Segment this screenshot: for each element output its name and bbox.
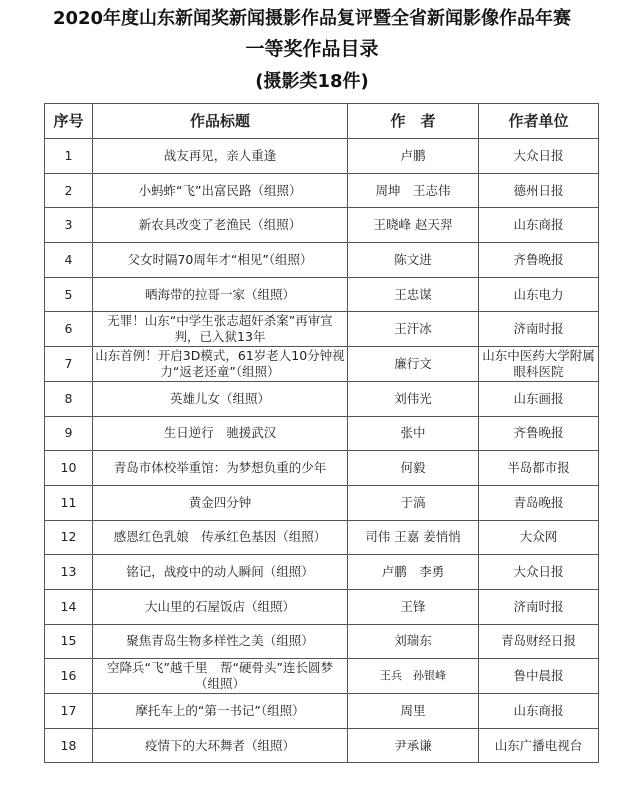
- cell-author: 王晓峰 赵天羿: [348, 208, 479, 243]
- table-row: [45, 624, 599, 659]
- cell-author: 王忠谋: [348, 277, 479, 312]
- cell-title: 战友再见，亲人重逢: [93, 139, 348, 174]
- cell-title: 黄金四分钟: [93, 485, 348, 520]
- cell-number: 5: [45, 277, 93, 312]
- cell-title: 山东首例！开启3D模式，61岁老人10分钟视力“返老还童”（组照）: [93, 347, 348, 382]
- awards-table: [44, 103, 599, 763]
- cell-unit: 山东商报: [479, 208, 599, 243]
- cell-number: 16: [45, 659, 93, 694]
- cell-unit: 济南时报: [479, 312, 599, 347]
- table-row: [45, 139, 599, 174]
- cell-author: 卢鹏 李勇: [348, 555, 479, 590]
- cell-number: 12: [45, 520, 93, 555]
- cell-author: 尹承谦: [348, 728, 479, 763]
- header-number: 序号: [45, 104, 93, 139]
- cell-number: 13: [45, 555, 93, 590]
- cell-title: 新农具改变了老渔民（组照）: [93, 208, 348, 243]
- cell-author: 卢鹏: [348, 139, 479, 174]
- table-row: [45, 347, 599, 382]
- cell-number: 1: [45, 139, 93, 174]
- cell-unit: 齐鲁晚报: [479, 416, 599, 451]
- cell-author: 于滈: [348, 485, 479, 520]
- table-row: [45, 451, 599, 486]
- table-row: [45, 243, 599, 278]
- cell-author: 刘瑞东: [348, 624, 479, 659]
- cell-unit: 鲁中晨报: [479, 659, 599, 694]
- table-row: [45, 485, 599, 520]
- document-category: (摄影类18件): [255, 71, 369, 92]
- cell-unit: 青岛财经日报: [479, 624, 599, 659]
- cell-title: 小蚂蚱“飞”出富民路（组照）: [93, 173, 348, 208]
- cell-number: 6: [45, 312, 93, 347]
- cell-title: 聚焦青岛生物多样性之美（组照）: [93, 624, 348, 659]
- cell-author: 王汗冰: [348, 312, 479, 347]
- cell-author: 廉行文: [348, 347, 479, 382]
- table-row: [45, 173, 599, 208]
- cell-author: 司伟 王嘉 姜悄悄: [348, 520, 479, 555]
- header-author: 作 者: [348, 104, 479, 139]
- cell-unit: 山东广播电视台: [479, 728, 599, 763]
- cell-number: 17: [45, 694, 93, 729]
- cell-unit: 德州日报: [479, 173, 599, 208]
- cell-unit: 大众网: [479, 520, 599, 555]
- cell-title: 青岛市体校举重馆：为梦想负重的少年: [93, 451, 348, 486]
- table-row: [45, 520, 599, 555]
- table-row: [45, 312, 599, 347]
- table-row: [45, 589, 599, 624]
- cell-number: 15: [45, 624, 93, 659]
- cell-author: 周坤 王志伟: [348, 173, 479, 208]
- cell-number: 10: [45, 451, 93, 486]
- cell-title: 摩托车上的“第一书记”（组照）: [93, 694, 348, 729]
- cell-unit: 山东中医药大学附属眼科医院: [479, 347, 599, 382]
- cell-title: 大山里的石屋饭店（组照）: [93, 589, 348, 624]
- cell-title: 空降兵“飞”越千里 帮“硬骨头”连长圆梦（组照）: [93, 659, 348, 694]
- document-title: 2020年度山东新闻奖新闻摄影作品复评暨全省新闻影像作品年赛: [52, 8, 572, 29]
- cell-author: 王锋: [348, 589, 479, 624]
- cell-title: 生日逆行 驰援武汉: [93, 416, 348, 451]
- cell-title: 感恩红色乳娘 传承红色基因（组照）: [93, 520, 348, 555]
- cell-title: 无罪！山东“中学生张志超奸杀案”再审宣判，已入狱13年: [93, 312, 348, 347]
- table-row: [45, 416, 599, 451]
- table-row: [45, 728, 599, 763]
- cell-unit: 齐鲁晚报: [479, 243, 599, 278]
- cell-number: 18: [45, 728, 93, 763]
- cell-number: 9: [45, 416, 93, 451]
- table-row: [45, 659, 599, 694]
- cell-unit: 山东画报: [479, 381, 599, 416]
- table-header-row: [45, 104, 599, 139]
- table-row: [45, 555, 599, 590]
- cell-unit: 山东电力: [479, 277, 599, 312]
- cell-number: 3: [45, 208, 93, 243]
- cell-author: 王兵 孙银峰: [348, 659, 479, 694]
- cell-author: 周里: [348, 694, 479, 729]
- cell-unit: 大众日报: [479, 139, 599, 174]
- table-row: [45, 208, 599, 243]
- cell-title: 晒海带的拉哥一家（组照）: [93, 277, 348, 312]
- cell-number: 2: [45, 173, 93, 208]
- cell-number: 11: [45, 485, 93, 520]
- cell-number: 7: [45, 347, 93, 382]
- document-subtitle: 一等奖作品目录: [245, 38, 379, 60]
- cell-number: 8: [45, 381, 93, 416]
- header-unit: 作者单位: [479, 104, 599, 139]
- cell-title: 英雄儿女（组照）: [93, 381, 348, 416]
- table-row: [45, 277, 599, 312]
- cell-unit: 青岛晚报: [479, 485, 599, 520]
- cell-unit: 大众日报: [479, 555, 599, 590]
- cell-number: 14: [45, 589, 93, 624]
- table-row: [45, 381, 599, 416]
- table-row: [45, 694, 599, 729]
- cell-title: 铭记，战疫中的动人瞬间（组照）: [93, 555, 348, 590]
- header-title: 作品标题: [93, 104, 348, 139]
- cell-title: 疫情下的大环舞者（组照）: [93, 728, 348, 763]
- cell-author: 陈文进: [348, 243, 479, 278]
- cell-title: 父女时隔70周年才“相见”（组照）: [93, 243, 348, 278]
- cell-number: 4: [45, 243, 93, 278]
- cell-author: 张中: [348, 416, 479, 451]
- cell-author: 刘伟光: [348, 381, 479, 416]
- cell-unit: 山东商报: [479, 694, 599, 729]
- cell-unit: 济南时报: [479, 589, 599, 624]
- cell-author: 何毅: [348, 451, 479, 486]
- cell-unit: 半岛都市报: [479, 451, 599, 486]
